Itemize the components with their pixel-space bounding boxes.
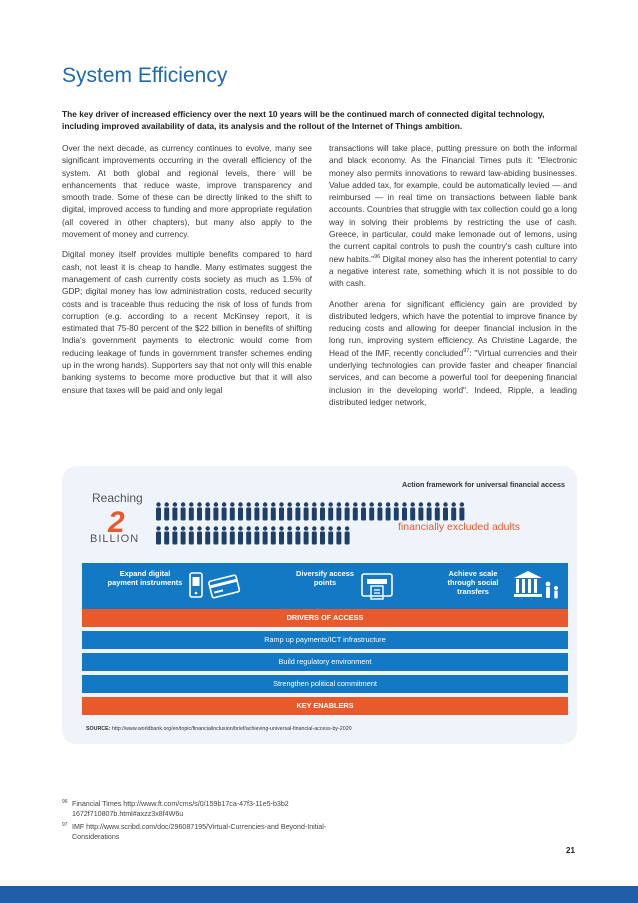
person-icon [279,526,284,544]
person-icon [304,526,309,544]
person-icon [205,502,210,520]
person-icon [443,502,448,520]
ict-infrastructure-bar: Ramp up payments/ICT infrastructure [82,631,568,649]
person-icon [197,526,202,544]
financial-access-infographic [62,466,577,744]
person-icon [312,502,317,520]
person-icon [156,526,161,544]
person-icon [328,526,333,544]
right-column [329,142,577,416]
person-icon [328,502,333,520]
person-icon [181,526,186,544]
person-icon [345,502,350,520]
person-icon [213,502,218,520]
person-icon [172,502,177,520]
footnote-96 [62,800,362,819]
footnote-ref-96[interactable]: 96 [374,253,381,260]
phone-card-icon [188,571,244,601]
person-icon [287,526,292,544]
person-icon [304,502,309,520]
bank-family-icon [512,568,562,604]
right-paragraph-2: Another arena for significant efficiency gain are provided by distributed ledgers, which have the potential to improve finance by reducing costs and allowing for deeper financial inclusion in the long run, improving system efficiency. As Christine Lagarde, the Head of the IMF, recently concluded$^{97}$: "Virtual currencies and their underlying technologies can provide faster and cheaper financial services, and can become a powerful tool for deepening financial inclusion in the developing world". Indeed, Ripple, a leading distributed ledger network, [329,298,577,407]
billion-label: BILLION [90,533,140,545]
person-icon [377,502,382,520]
left-paragraph-1: Over the next decade, as currency continues to evolve, many see significant improvements occurring in the overall efficiency of the system. At both global and regional levels, there will be enhancements that reduce waste, improve transparency and smooth trade. Some of these can be directly linked to the shift to digital, improved access to funding and more appropriate regulation (all covered in other chapters), but many also apply to the movement of money and currency. [62,143,312,240]
person-icon [181,502,186,520]
footnote-number: 97 [62,822,68,828]
person-icon [222,526,227,544]
right-paragraph-1: transactions will take place, putting pressure on both the informal and black economy. As the Financial Times puts it: "Electronic money also permits innovations to reward law-abiding businesses. Value added tax, for example, could be automatically levied — and reimbursed — in real time on transactions between liable bank accounts. Countries that struggle with tax collection could go a long way in solving their problems by restricting the use of cash. Greece, in particular, could make lemonade out of lemons, using the current capital controls to push the country's cash culture into new habits."$^{96}$ Digital money also has the inherent potential to carry a negative interest rate, something which it is not possible to do with cash. [329,143,577,289]
person-icon [263,526,268,544]
infographic-heading: Action framework for universal financial access [402,480,565,489]
source-link[interactable]: http://www.worldbank.org/en/topic/financialinclusion/brief/achieving-universal-financial-access-by-2020 [111,726,352,732]
person-icon [254,502,259,520]
footnote-text[interactable]: IMF http://www.scribd.com/doc/296087195/Virtual-Currencies-and Beyond-Initial-Considerations [72,823,327,841]
driver-social-transfers: Achieve scale through social transfers [447,569,499,596]
person-icon [222,502,227,520]
person-icon [164,526,169,544]
two-billion-number: 2 [108,506,125,539]
person-icon [295,526,300,544]
footnotes [62,800,362,846]
source-line: SOURCE: http://www.worldbank.org/en/topic/financialinclusion/brief/achieving-universal-financial-access-by-2020 [86,726,352,732]
person-icon [336,502,341,520]
drivers-panel [82,563,568,609]
person-icon [320,502,325,520]
person-icon [254,526,259,544]
person-icon [164,502,169,520]
political-commitment-bar: Strengthen political commitment [82,675,568,693]
person-icon [451,502,456,520]
person-icon [402,502,407,520]
person-icon [246,502,251,520]
footnote-97 [62,823,362,842]
person-icon [287,502,292,520]
person-icon [263,502,268,520]
person-icon [459,502,464,520]
page-title: System Efficiency [62,64,228,87]
person-icon [271,502,276,520]
person-icon [295,502,300,520]
person-icon [410,502,415,520]
excluded-adults-label: financially excluded adults [398,521,520,533]
person-icon [279,502,284,520]
person-icon [435,502,440,520]
person-icon [172,526,177,544]
left-paragraph-2: Digital money itself provides multiple benefits compared to hard cash, not least it is cheap to handle. Many estimates suggest the management of cash currently costs society as much as 1.5% of GDP; digital money has low administration costs, reduced security costs and is traceable thus reducing the risk of loss of funds from corruption (e.g. according to a recent McKinsey report, it is estimated that 75-80 percent of the $22 billion in benefits of shifting India's government payments to electronic would come from reducing leakage of funds in government transfer schemes ending up in the wrong hands). Supporters say that not only will this enable banking systems to become more productive but that it will also ensure that taxes will be paid and only legal [62,249,312,395]
drivers-of-access-bar: DRIVERS OF ACCESS [82,609,568,627]
person-icon [205,526,210,544]
person-icon [156,502,161,520]
person-icon [320,526,325,544]
person-icon [336,526,341,544]
person-icon [345,526,350,544]
person-icon [230,526,235,544]
footnote-ref-97[interactable]: 97 [463,347,470,354]
person-icon [213,526,218,544]
person-icon [427,502,432,520]
person-icon [189,526,194,544]
person-icon [312,526,317,544]
regulatory-environment-bar: Build regulatory environment [82,653,568,671]
person-icon [271,526,276,544]
left-column [62,142,312,404]
key-enablers-bar: KEY ENABLERS [82,697,568,715]
person-icon [418,502,423,520]
person-icon [238,526,243,544]
person-icon [246,526,251,544]
footnote-text[interactable]: Financial Times http://www.ft.com/cms/s/0/159b17ca-47f3-11e5-b3b2 1672f710807b.html#axzz3x8f4W6u [72,800,289,818]
person-icon [361,502,366,520]
reaching-label: Reaching [92,491,143,505]
driver-digital-payments: Expand digital payment instruments [107,569,183,587]
person-icon [353,502,358,520]
intro-paragraph: The key driver of increased efficiency over the next 10 years will be the continued march of connected digital technology, including improved availability of data, its analysis and the rollout of the Internet of Things ambition. [62,109,545,131]
driver-access-points: Diversify access points [296,569,354,587]
footnote-number: 96 [62,799,68,805]
person-icon [230,502,235,520]
person-icon [394,502,399,520]
person-icon [386,502,391,520]
page-number: 21 [566,846,575,855]
atm-icon [360,572,394,602]
person-icon [238,502,243,520]
person-icon [197,502,202,520]
footer-bar [0,886,638,903]
person-icon [369,502,374,520]
person-icon [189,502,194,520]
